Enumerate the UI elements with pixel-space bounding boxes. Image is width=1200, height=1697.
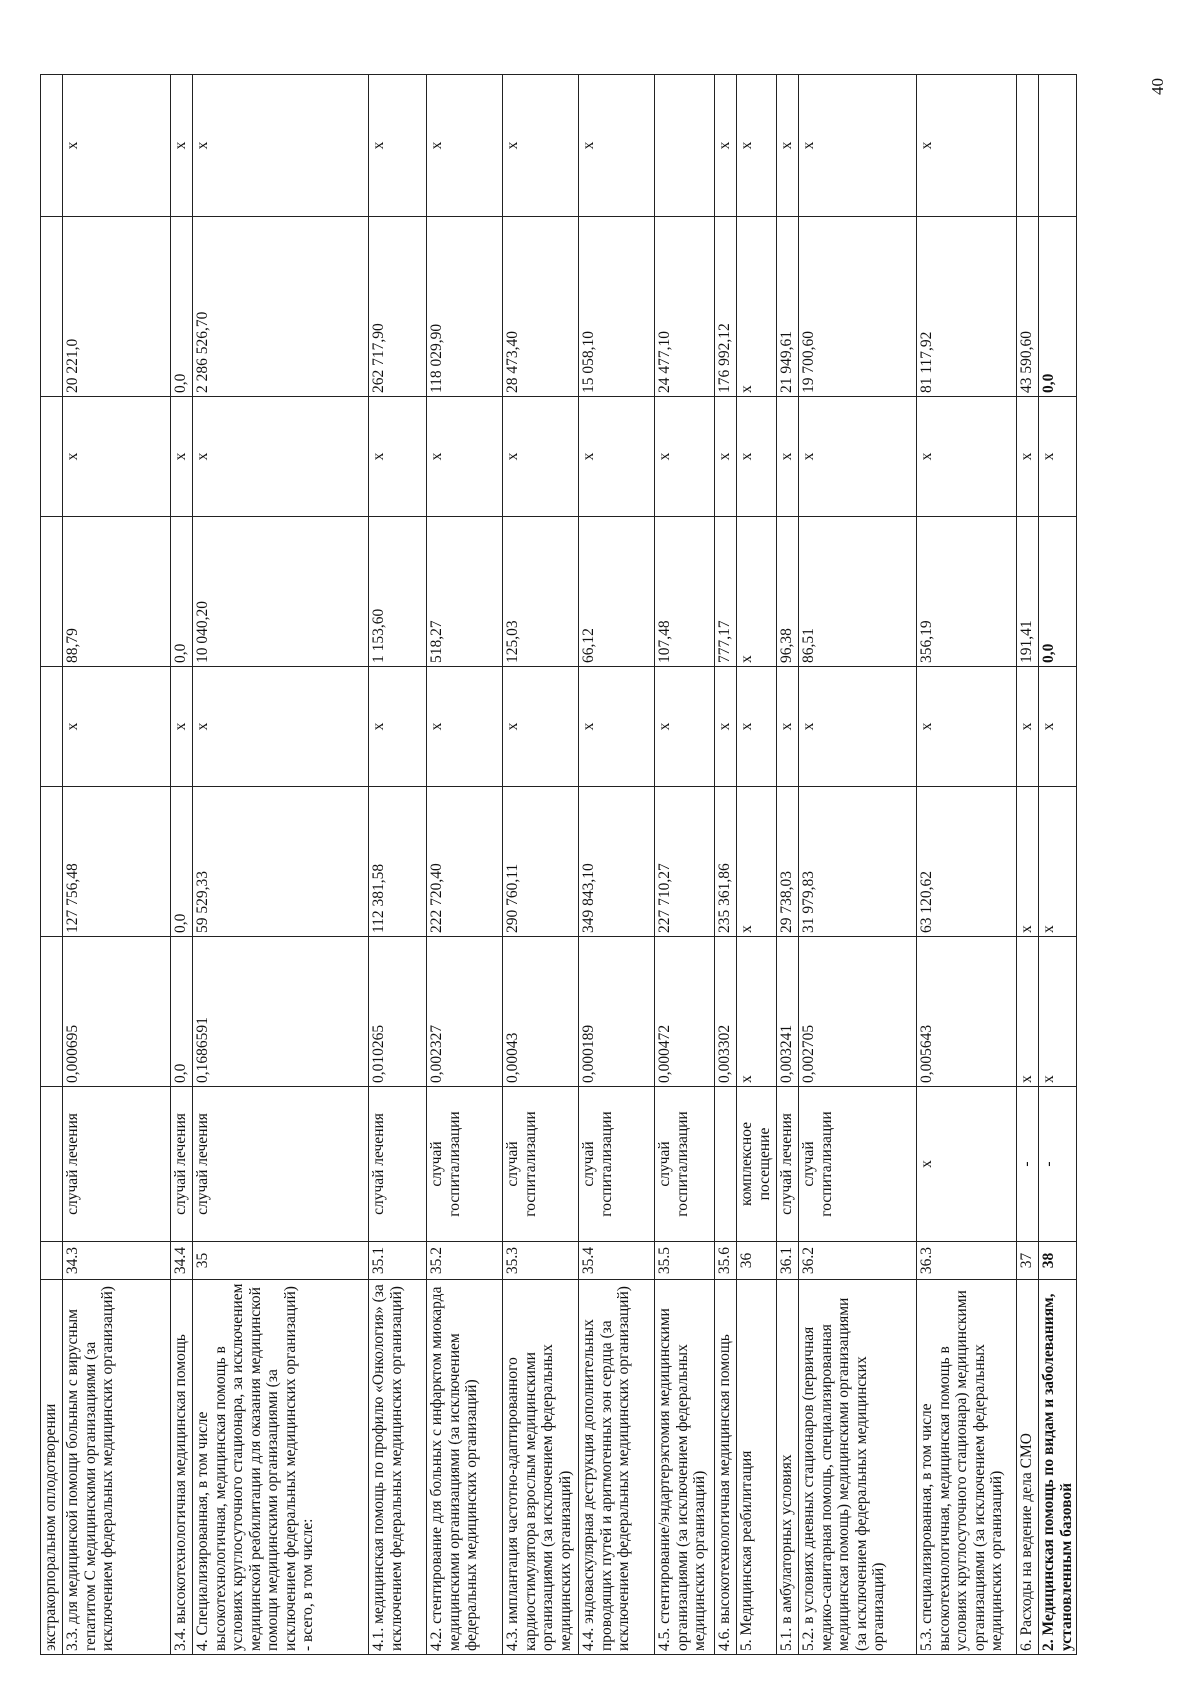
row-number: 36.1 [777, 1242, 799, 1280]
row-number: 35.2 [427, 1242, 503, 1280]
row-number: 36 [737, 1242, 777, 1280]
budget-total-cell: х [777, 397, 799, 517]
share-cell [1017, 75, 1039, 217]
row-label: 5.1. в амбулаторных условиях [777, 1280, 799, 1655]
volume-cell: 0,1686591 [193, 937, 369, 1087]
budget-per-capita-cell: х [171, 667, 193, 787]
budget-per-capita-cell: х [777, 667, 799, 787]
row-label: 4. Специализированная, в том числе высокотехнологичная, медицинская помощь в условиях круглосуточного стационара, за исключением медицинской реабилитации для оказания медицинской помощи медицинскими организациями (за исключением федеральных медицинских организаций) - всего, в том числе: [193, 1280, 369, 1655]
oms-per-capita-cell: 777,17 [715, 517, 737, 667]
row-label: 4.4. эндоваскулярная деструкция дополнительных проводящих путей и аритмогенных зон сердца (за исключением федеральных медицинских организаций) [579, 1280, 655, 1655]
oms-per-capita-cell: 66,12 [579, 517, 655, 667]
oms-total-cell: 262 717,90 [369, 217, 427, 397]
unit-cell [715, 1087, 737, 1242]
oms-total-cell: 118 029,90 [427, 217, 503, 397]
budget-per-capita-cell [41, 667, 63, 787]
cost-cell: 290 760,11 [503, 787, 579, 937]
cost-cell: 222 720,40 [427, 787, 503, 937]
volume-cell [41, 937, 63, 1087]
row-label: 3.3. для медицинской помощи больным с вирусным гепатитом С медицинскими организациями (за исключением федеральных медицинских организаций) [63, 1280, 171, 1655]
oms-total-cell: 43 590,60 [1017, 217, 1039, 397]
page-number: 40 [1148, 78, 1167, 95]
row-label: 2. Медицинская помощь по видам и заболеваниям, установленным базовой [1039, 1280, 1077, 1655]
budget-total-cell: х [1039, 397, 1077, 517]
share-cell: х [777, 75, 799, 217]
row-number: 36.2 [799, 1242, 917, 1280]
budget-per-capita-cell: х [655, 667, 715, 787]
oms-per-capita-cell: 125,03 [503, 517, 579, 667]
cost-cell: 227 710,27 [655, 787, 715, 937]
table-row [427, 75, 503, 1655]
budget-per-capita-cell: х [917, 667, 1017, 787]
budget-total-cell: х [63, 397, 171, 517]
oms-total-cell: 28 473,40 [503, 217, 579, 397]
volume-cell: 0,000189 [579, 937, 655, 1087]
unit-cell [41, 1087, 63, 1242]
oms-total-cell: 21 949,61 [777, 217, 799, 397]
budget-total-cell: х [193, 397, 369, 517]
unit-cell: - [1039, 1087, 1077, 1242]
table-row [799, 75, 917, 1655]
table-row [193, 75, 369, 1655]
unit-cell: случай лечения [63, 1087, 171, 1242]
cost-cell: 112 381,58 [369, 787, 427, 937]
row-number: 35 [193, 1242, 369, 1280]
share-cell: х [503, 75, 579, 217]
budget-total-cell: х [737, 397, 777, 517]
cost-cell: х [737, 787, 777, 937]
cost-cell [41, 787, 63, 937]
row-label: 5.3. специализированная, в том числе высокотехнологичная, медицинская помощь в условиях круглосуточного стационара) медицинскими организациями (за исключением федеральных медицинских организаций) [917, 1280, 1017, 1655]
budget-total-cell: х [715, 397, 737, 517]
oms-per-capita-cell: 1 153,60 [369, 517, 427, 667]
budget-total-cell: х [503, 397, 579, 517]
row-label: 4.2. стентирование для больных с инфарктом миокарда медицинскими организациями (за исключением федеральных медицинских организаций) [427, 1280, 503, 1655]
volume-cell: 0,002327 [427, 937, 503, 1087]
volume-cell: х [737, 937, 777, 1087]
unit-cell: случай лечения [193, 1087, 369, 1242]
table-row [579, 75, 655, 1655]
row-number: 34.3 [63, 1242, 171, 1280]
volume-cell: х [1017, 937, 1039, 1087]
row-number [41, 1242, 63, 1280]
row-label: 3.4. высокотехнологичная медицинская помощь [171, 1280, 193, 1655]
oms-per-capita-cell: 0,0 [171, 517, 193, 667]
share-cell [1039, 75, 1077, 217]
volume-cell: 0,002705 [799, 937, 917, 1087]
unit-cell: случай госпитализации [427, 1087, 503, 1242]
volume-cell: 0,005643 [917, 937, 1017, 1087]
unit-cell: случай госпитализации [655, 1087, 715, 1242]
share-cell [41, 75, 63, 217]
oms-total-cell [41, 217, 63, 397]
row-number: 35.5 [655, 1242, 715, 1280]
oms-per-capita-cell: 107,48 [655, 517, 715, 667]
unit-cell: случай госпитализации [799, 1087, 917, 1242]
budget-per-capita-cell: х [369, 667, 427, 787]
unit-cell: случай лечения [171, 1087, 193, 1242]
volume-cell: 0,00043 [503, 937, 579, 1087]
share-cell: х [715, 75, 737, 217]
share-cell: х [427, 75, 503, 217]
row-number: 37 [1017, 1242, 1039, 1280]
cost-cell: 59 529,33 [193, 787, 369, 937]
cost-cell: х [1039, 787, 1077, 937]
oms-total-cell: 81 117,92 [917, 217, 1017, 397]
row-number: 35.1 [369, 1242, 427, 1280]
oms-total-cell: 0,0 [1039, 217, 1077, 397]
oms-total-cell: 24 477,10 [655, 217, 715, 397]
oms-per-capita-cell: 10 040,20 [193, 517, 369, 667]
oms-per-capita-cell: х [737, 517, 777, 667]
oms-per-capita-cell: 96,38 [777, 517, 799, 667]
cost-cell: 0,0 [171, 787, 193, 937]
oms-per-capita-cell [41, 517, 63, 667]
oms-total-cell: 176 992,12 [715, 217, 737, 397]
budget-per-capita-cell: х [193, 667, 369, 787]
row-number: 38 [1039, 1242, 1077, 1280]
share-cell: х [917, 75, 1017, 217]
share-cell: х [369, 75, 427, 217]
cost-cell: х [1017, 787, 1039, 937]
table-row [41, 75, 63, 1655]
share-cell [655, 75, 715, 217]
budget-per-capita-cell: х [715, 667, 737, 787]
budget-total-cell: х [799, 397, 917, 517]
budget-total-cell: х [655, 397, 715, 517]
table-row [1039, 75, 1077, 1655]
volume-cell: 0,000695 [63, 937, 171, 1087]
row-label: 5. Медицинская реабилитация [737, 1280, 777, 1655]
share-cell: х [799, 75, 917, 217]
oms-per-capita-cell: 356,19 [917, 517, 1017, 667]
volume-cell: 0,0 [171, 937, 193, 1087]
table-row [655, 75, 715, 1655]
budget-total-cell: х [1017, 397, 1039, 517]
cost-cell: 31 979,83 [799, 787, 917, 937]
row-label: экстракорпоральном оплодотворении [41, 1280, 63, 1655]
table-row [715, 75, 737, 1655]
volume-cell: 0,000472 [655, 937, 715, 1087]
unit-cell: случай лечения [777, 1087, 799, 1242]
oms-per-capita-cell: 518,27 [427, 517, 503, 667]
rotated-page [40, 75, 1075, 1655]
table-row [737, 75, 777, 1655]
oms-total-cell: х [737, 217, 777, 397]
table-row [1017, 75, 1039, 1655]
budget-per-capita-cell: х [1017, 667, 1039, 787]
unit-cell: случай лечения [369, 1087, 427, 1242]
budget-total-cell: х [171, 397, 193, 517]
share-cell: х [63, 75, 171, 217]
budget-per-capita-cell: х [799, 667, 917, 787]
share-cell: х [737, 75, 777, 217]
budget-per-capita-cell: х [579, 667, 655, 787]
share-cell: х [193, 75, 369, 217]
oms-total-cell: 15 058,10 [579, 217, 655, 397]
row-number: 35.3 [503, 1242, 579, 1280]
row-label: 5.2. в условиях дневных стационаров (первичная медико-санитарная помощь, специализированная медицинская помощь) медицинскими организациями (за исключением федеральных медицинских организаций) [799, 1280, 917, 1655]
oms-per-capita-cell: 86,51 [799, 517, 917, 667]
budget-per-capita-cell: х [1039, 667, 1077, 787]
budget-total-cell: х [427, 397, 503, 517]
cost-cell: 63 120,62 [917, 787, 1017, 937]
oms-total-cell: 0,0 [171, 217, 193, 397]
oms-total-cell: 20 221,0 [63, 217, 171, 397]
row-label: 6. Расходы на ведение дела СМО [1017, 1280, 1039, 1655]
volume-cell: 0,010265 [369, 937, 427, 1087]
unit-cell: - [1017, 1087, 1039, 1242]
row-label: 4.3. имплантация частотно-адаптированного кардиостимулятора взрослым медицинскими организациями (за исключением федеральных медицинских организаций) [503, 1280, 579, 1655]
oms-per-capita-cell: 0,0 [1039, 517, 1077, 667]
unit-cell: случай госпитализации [503, 1087, 579, 1242]
budget-per-capita-cell: х [503, 667, 579, 787]
row-label: 4.5. стентирование/эндартерэктомия медицинскими организациями (за исключением федеральных медицинских организаций) [655, 1280, 715, 1655]
row-number: 36.3 [917, 1242, 1017, 1280]
cost-cell: 235 361,86 [715, 787, 737, 937]
unit-cell: комплексное посещение [737, 1087, 777, 1242]
row-number: 35.6 [715, 1242, 737, 1280]
volume-cell: 0,003302 [715, 937, 737, 1087]
volume-cell: х [1039, 937, 1077, 1087]
table-row [171, 75, 193, 1655]
oms-per-capita-cell: 191,41 [1017, 517, 1039, 667]
oms-total-cell: 19 700,60 [799, 217, 917, 397]
budget-per-capita-cell: х [427, 667, 503, 787]
volume-cell: 0,003241 [777, 937, 799, 1087]
budget-total-cell: х [579, 397, 655, 517]
budget-per-capita-cell: х [737, 667, 777, 787]
budget-total-cell [41, 397, 63, 517]
table-row [503, 75, 579, 1655]
unit-cell: х [917, 1087, 1017, 1242]
oms-per-capita-cell: 88,79 [63, 517, 171, 667]
budget-total-cell: х [369, 397, 427, 517]
cost-cell: 29 738,03 [777, 787, 799, 937]
table-row [63, 75, 171, 1655]
budget-per-capita-cell: х [63, 667, 171, 787]
row-label: 4.1. медицинская помощь по профилю «Онкология» (за исключением федеральных медицинских организаций) [369, 1280, 427, 1655]
data-table [40, 74, 1077, 1655]
row-label: 4.6. высокотехнологичная медицинская помощь [715, 1280, 737, 1655]
table-row [917, 75, 1017, 1655]
cost-cell: 127 756,48 [63, 787, 171, 937]
row-number: 35.4 [579, 1242, 655, 1280]
table-row [369, 75, 427, 1655]
table-row [777, 75, 799, 1655]
unit-cell: случай госпитализации [579, 1087, 655, 1242]
budget-total-cell: х [917, 397, 1017, 517]
oms-total-cell: 2 286 526,70 [193, 217, 369, 397]
row-number: 34.4 [171, 1242, 193, 1280]
cost-cell: 349 843,10 [579, 787, 655, 937]
share-cell: х [579, 75, 655, 217]
share-cell: х [171, 75, 193, 217]
